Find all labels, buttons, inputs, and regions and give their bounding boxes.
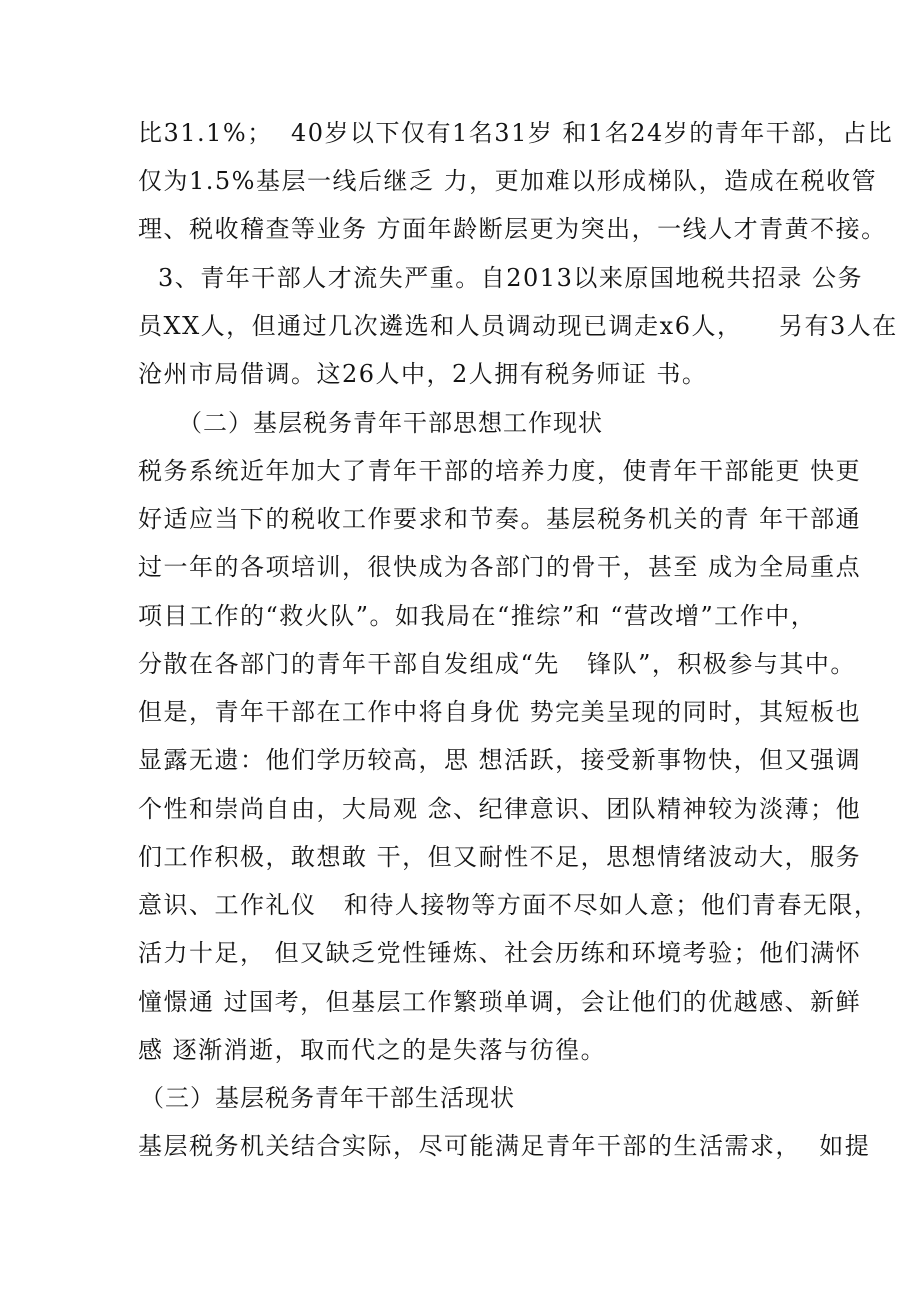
text-line: 显露无遗：他们学历较高，思 想活跃，接受新事物快，但又强调 bbox=[138, 746, 862, 774]
text-line: 过一年的各项培训，很快成为各部门的骨干，甚至 成为全局重点 bbox=[138, 553, 862, 581]
text-line: 们工作积极，敢想敢 干，但又耐性不足，思想情绪波动大，服务 bbox=[138, 843, 862, 871]
text-line: 憧憬通 过国考，但基层工作繁琐单调，会让他们的优越感、新鲜 bbox=[138, 988, 862, 1016]
section-heading: （二）基层税务青年干部思想工作现状 bbox=[178, 409, 603, 437]
text-line: 个性和崇尚自由，大局观 念、纪律意识、团队精神较为淡薄；他 bbox=[138, 795, 862, 823]
text-line: 感 逐渐消逝，取而代之的是失落与彷徨。 bbox=[138, 1036, 607, 1064]
text-line: 但是，青年干部在工作中将自身优 势完美呈现的同时，其短板也 bbox=[138, 698, 862, 726]
text-line: 理、税收稽查等业务 方面年龄断层更为突出，一线人才青黄不接。 bbox=[138, 215, 887, 243]
text-line: 税务系统近年加大了青年干部的培养力度，使青年干部能更 快更 bbox=[138, 457, 862, 485]
text-line: 项目工作的“救火队”。如我局在“推综”和 “营改增”工作中， bbox=[138, 602, 817, 630]
text-line: 比31.1%； 40岁以下仅有1名31岁 和1名24岁的青年干部，占比 bbox=[138, 119, 894, 147]
text-line: 意识、工作礼仪 和待人接物等方面不尽如人意；他们青春无限， bbox=[138, 891, 880, 919]
text-line: 活力十足， 但又缺乏党性锤炼、社会历练和环境考验；他们满怀 bbox=[138, 939, 862, 967]
text-line: 好适应当下的税收工作要求和节奏。基层税务机关的青 年干部通 bbox=[138, 505, 862, 533]
text-line: 仅为1.5%基层一线后继乏 力，更加难以形成梯队，造成在税收管 bbox=[138, 167, 878, 195]
text-line: 沧州市局借调。这26人中，2人拥有税务师证 书。 bbox=[138, 360, 708, 388]
text-line: 3、青年干部人才流失严重。自2013以来原国地税共招录 公务 bbox=[158, 264, 863, 292]
text-line: 分散在各部门的青年干部自发组成“先 锋队”，积极参与其中。 bbox=[138, 650, 856, 678]
text-line: 基层税务机关结合实际，尽可能满足青年干部的生活需求， 如提 bbox=[138, 1132, 871, 1160]
text-line: 员XX人，但通过几次遴选和人员调动现已调走x6人， 另有3人在 bbox=[138, 312, 898, 340]
section-heading: （三）基层税务青年干部生活现状 bbox=[140, 1084, 515, 1112]
